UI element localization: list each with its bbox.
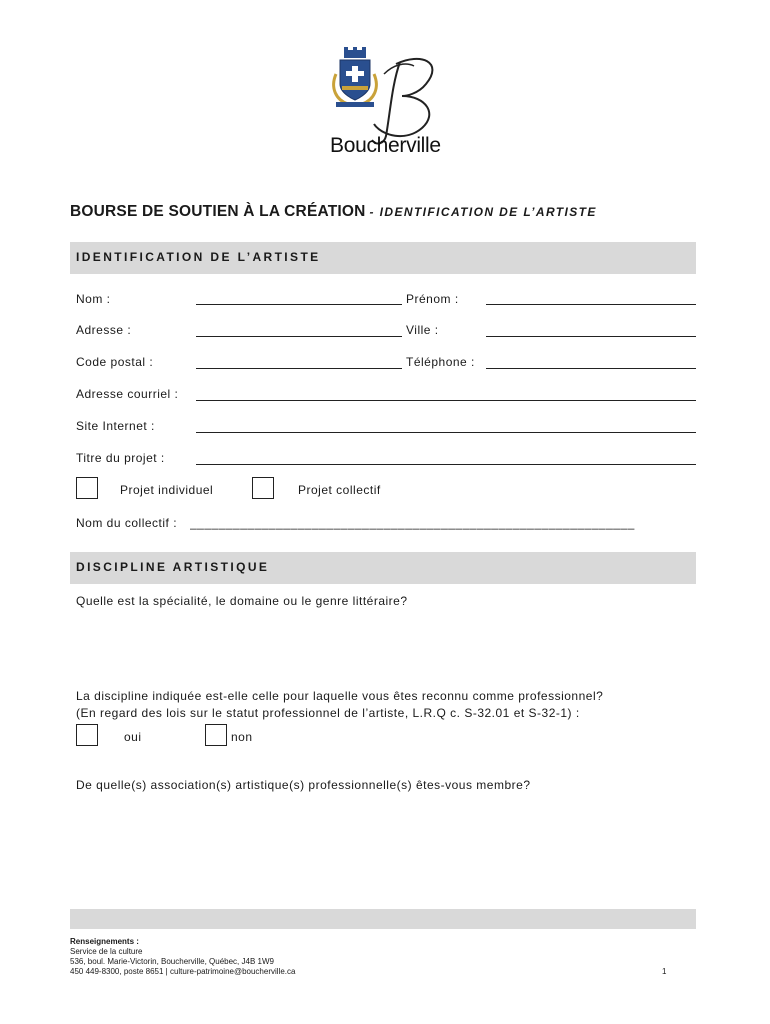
field-courriel[interactable]	[196, 400, 696, 401]
field-prenom[interactable]	[486, 304, 696, 305]
label-telephone: Téléphone :	[406, 355, 475, 369]
footer-address: 536, boul. Marie-Victorin, Boucherville, Québec, J4B 1W9	[70, 957, 274, 966]
checkbox-projet-collectif[interactable]	[252, 477, 274, 499]
label-nom: Nom :	[76, 292, 111, 306]
label-projet-collectif: Projet collectif	[298, 483, 381, 497]
footer-band	[70, 909, 696, 929]
section-heading: IDENTIFICATION DE L’ARTISTE	[76, 250, 321, 264]
title-subtitle: - IDENTIFICATION DE L’ARTISTE	[369, 205, 597, 219]
question-discipline-line2: (En regard des lois sur le statut professionnel de l’artiste, L.R.Q c. S-32.01 et S-32-1) :	[76, 706, 580, 720]
field-code-postal[interactable]	[196, 368, 402, 369]
field-nom-collectif[interactable]: ______________________________________________________________	[190, 516, 635, 530]
section-heading: DISCIPLINE ARTISTIQUE	[76, 560, 270, 574]
brand-name: Boucherville	[330, 134, 441, 157]
label-non: non	[231, 730, 253, 744]
field-telephone[interactable]	[486, 368, 696, 369]
footer-service: Service de la culture	[70, 947, 143, 956]
footer-contact: 450 449-8300, poste 8651 | culture-patrimoine@boucherville.ca	[70, 967, 296, 976]
footer-info	[70, 937, 295, 977]
section-header-identification	[70, 242, 696, 274]
question-association: De quelle(s) association(s) artistique(s) professionnelle(s) êtes-vous membre?	[76, 778, 531, 792]
page-number: 1	[662, 967, 667, 976]
label-ville: Ville :	[406, 323, 439, 337]
field-adresse[interactable]	[196, 336, 402, 337]
label-adresse: Adresse :	[76, 323, 132, 337]
question-specialite: Quelle est la spécialité, le domaine ou le genre littéraire?	[76, 594, 408, 608]
label-courriel: Adresse courriel :	[76, 387, 179, 401]
label-titre: Titre du projet :	[76, 451, 165, 465]
checkbox-projet-individuel[interactable]	[76, 477, 98, 499]
section-header-discipline	[70, 552, 696, 584]
label-nom-collectif: Nom du collectif :	[76, 516, 178, 530]
label-projet-individuel: Projet individuel	[120, 483, 214, 497]
field-site[interactable]	[196, 432, 696, 433]
question-discipline-line1: La discipline indiquée est-elle celle pour laquelle vous êtes reconnu comme professionnel?	[76, 689, 604, 703]
label-prenom: Prénom :	[406, 292, 459, 306]
label-site: Site Internet :	[76, 419, 155, 433]
label-oui: oui	[124, 730, 142, 744]
checkbox-non[interactable]	[205, 724, 227, 746]
page-title	[70, 203, 597, 221]
field-titre[interactable]	[196, 464, 696, 465]
checkbox-oui[interactable]	[76, 724, 98, 746]
footer-renseignements: Renseignements :	[70, 937, 139, 946]
label-code-postal: Code postal :	[76, 355, 154, 369]
title-main: BOURSE DE SOUTIEN À LA CRÉATION	[70, 203, 366, 220]
field-nom[interactable]	[196, 304, 402, 305]
field-ville[interactable]	[486, 336, 696, 337]
